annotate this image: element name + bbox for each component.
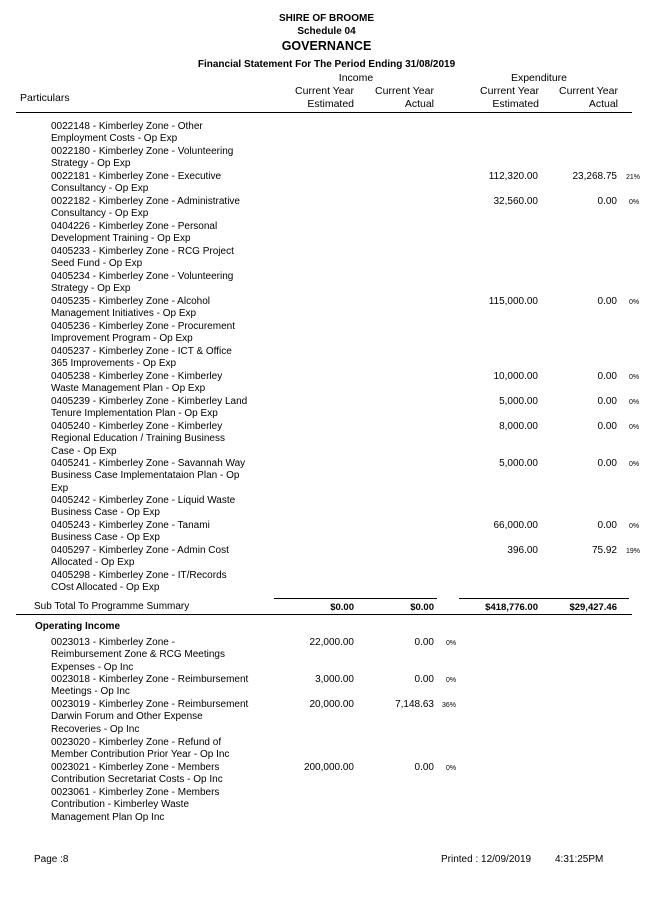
exp-actual: 0.00 (597, 296, 617, 307)
statement-title: Financial Statement For The Period Ending 31/08/2019 (197, 59, 456, 70)
exp-estimated: 396.00 (507, 545, 538, 556)
subtotal-inc-act: $0.00 (410, 602, 434, 613)
col-exp-actual-l2: Actual (588, 98, 618, 110)
exp-pct: 0% (629, 299, 640, 306)
exp-estimated: 8,000.00 (499, 421, 538, 432)
subtotal-label: Sub Total To Programme Summary (34, 601, 190, 612)
expense-row-desc: 0405236 - Kimberley Zone - Procurement Improvement Program - Op Exp (51, 321, 235, 345)
subtotal-rule-income (274, 598, 437, 599)
expense-row-desc: 0405234 - Kimberley Zone - Volunteering Strategy - Op Exp (51, 271, 234, 295)
col-income-actual-l1: Current Year (375, 85, 434, 97)
exp-actual: 0.00 (597, 458, 617, 469)
col-exp-estimated-l1: Current Year (480, 85, 539, 97)
col-exp-estimated-l2: Estimated (492, 98, 539, 110)
inc-estimated: 3,000.00 (315, 674, 354, 685)
expense-row-desc: 0022148 - Kimberley Zone - Other Employment Costs - Op Exp (51, 121, 203, 145)
operating-income-heading: Operating Income (35, 621, 121, 632)
expense-row-desc: 0405243 - Kimberley Zone - Tanami Business Case - Op Exp (51, 520, 210, 544)
expense-row-desc: 0405297 - Kimberley Zone - Admin Cost Allocated - Op Exp (51, 545, 229, 569)
expense-row-desc: 0405239 - Kimberley Zone - Kimberley Land Tenure Implementation Plan - Op Exp (51, 396, 248, 420)
printed-date: Printed : 12/09/2019 (441, 854, 532, 865)
inc-estimated: 20,000.00 (309, 699, 354, 710)
exp-actual: 75.92 (591, 545, 617, 556)
subtotal-bottom-rule (16, 614, 632, 615)
exp-pct: 0% (629, 399, 640, 406)
exp-pct: 0% (629, 461, 640, 468)
inc-pct: 0% (446, 765, 457, 772)
col-exp-actual-l1: Current Year (559, 85, 618, 97)
col-income-actual-l2: Actual (404, 98, 434, 110)
exp-actual: 0.00 (597, 196, 617, 207)
expense-row-desc: 0405233 - Kimberley Zone - RCG Project Seed Fund - Op Exp (51, 246, 234, 270)
exp-estimated: 115,000.00 (488, 296, 538, 307)
header-rule (16, 112, 632, 113)
exp-actual: 0.00 (597, 421, 617, 432)
exp-pct: 19% (626, 548, 641, 555)
inc-actual: 0.00 (414, 637, 434, 648)
subtotal-exp-act: $29,427.46 (569, 602, 617, 613)
income-row-desc: 0023019 - Kimberley Zone - Reimbursement Darwin Forum and Other Expense Recoveries - Op Inc (51, 699, 249, 735)
subtotal-rule-expenditure (459, 598, 629, 599)
inc-actual: 7,148.63 (395, 699, 434, 710)
income-row-desc: 0023020 - Kimberley Zone - Refund of Member Contribution Prior Year - Op Inc (51, 737, 230, 761)
expense-row-desc: 0405298 - Kimberley Zone - IT/Records COst Allocated - Op Exp (51, 570, 227, 594)
subtotal-exp-est: $418,776.00 (485, 602, 538, 613)
printed-time: 4:31:25PM (555, 854, 604, 865)
inc-pct: 0% (446, 677, 457, 684)
expense-row-desc: 0022181 - Kimberley Zone - Executive Consultancy - Op Exp (51, 171, 222, 195)
program-title: GOVERNANCE (281, 39, 372, 53)
page-number: Page :8 (34, 854, 69, 865)
income-row-desc: 0023021 - Kimberley Zone - Members Contribution Secretariat Costs - Op Inc (51, 762, 223, 786)
inc-pct: 0% (446, 640, 457, 647)
exp-pct: 0% (629, 374, 640, 381)
inc-pct: 36% (442, 702, 457, 709)
org-name: SHIRE OF BROOME (278, 13, 374, 24)
col-income-estimated-l1: Current Year (295, 85, 354, 97)
exp-estimated: 10,000.00 (493, 371, 538, 382)
inc-actual: 0.00 (414, 762, 434, 773)
income-row-desc: 0023018 - Kimberley Zone - Reimbursement Meetings - Op Inc (51, 674, 249, 698)
exp-estimated: 66,000.00 (493, 520, 538, 531)
exp-estimated: 5,000.00 (499, 458, 538, 469)
exp-pct: 21% (626, 174, 641, 181)
expense-row-desc: 0405242 - Kimberley Zone - Liquid Waste Business Case - Op Exp (51, 495, 236, 519)
exp-pct: 0% (629, 199, 640, 206)
exp-pct: 0% (629, 523, 640, 530)
income-group-label: Income (338, 72, 374, 84)
inc-estimated: 22,000.00 (309, 637, 354, 648)
expense-row-desc: 0405241 - Kimberley Zone - Savannah Way Business Case Implementataion Plan - Op Exp (51, 458, 246, 494)
expense-row-desc: 0405238 - Kimberley Zone - Kimberley Waste Management Plan - Op Exp (51, 371, 223, 395)
expense-row-desc: 0405240 - Kimberley Zone - Kimberley Regional Education / Training Business Case - Op Exp (51, 421, 225, 457)
expense-row-desc: 0022180 - Kimberley Zone - Volunteering Strategy - Op Exp (51, 146, 234, 170)
subtotal-inc-est: $0.00 (330, 602, 354, 613)
expense-row-desc: 0022182 - Kimberley Zone - Administrative Consultancy - Op Exp (51, 196, 240, 220)
inc-estimated: 200,000.00 (303, 762, 354, 773)
exp-estimated: 32,560.00 (493, 196, 538, 207)
income-row-desc: 0023061 - Kimberley Zone - Members Contribution - Kimberley Waste Management Plan Op Inc (51, 787, 220, 823)
exp-estimated: 112,320.00 (488, 171, 538, 182)
exp-actual: 0.00 (597, 371, 617, 382)
exp-actual: 0.00 (597, 396, 617, 407)
exp-actual: 23,268.75 (572, 171, 617, 182)
inc-actual: 0.00 (414, 674, 434, 685)
exp-pct: 0% (629, 424, 640, 431)
expense-row-desc: 0405237 - Kimberley Zone - ICT & Office 365 Improvements - Op Exp (51, 346, 232, 370)
particulars-label: Particulars (20, 92, 70, 104)
expense-row-desc: 0405235 - Kimberley Zone - Alcohol Management Initiatives - Op Exp (51, 296, 210, 320)
exp-actual: 0.00 (597, 520, 617, 531)
col-income-estimated-l2: Estimated (307, 98, 354, 110)
expense-row-desc: 0404226 - Kimberley Zone - Personal Development Training - Op Exp (51, 221, 218, 245)
income-row-desc: 0023013 - Kimberley Zone - Reimbursement Zone & RCG Meetings Expenses - Op Inc (51, 637, 225, 673)
exp-estimated: 5,000.00 (499, 396, 538, 407)
schedule-label: Schedule 04 (297, 26, 356, 37)
expenditure-group-label: Expenditure (510, 72, 568, 84)
